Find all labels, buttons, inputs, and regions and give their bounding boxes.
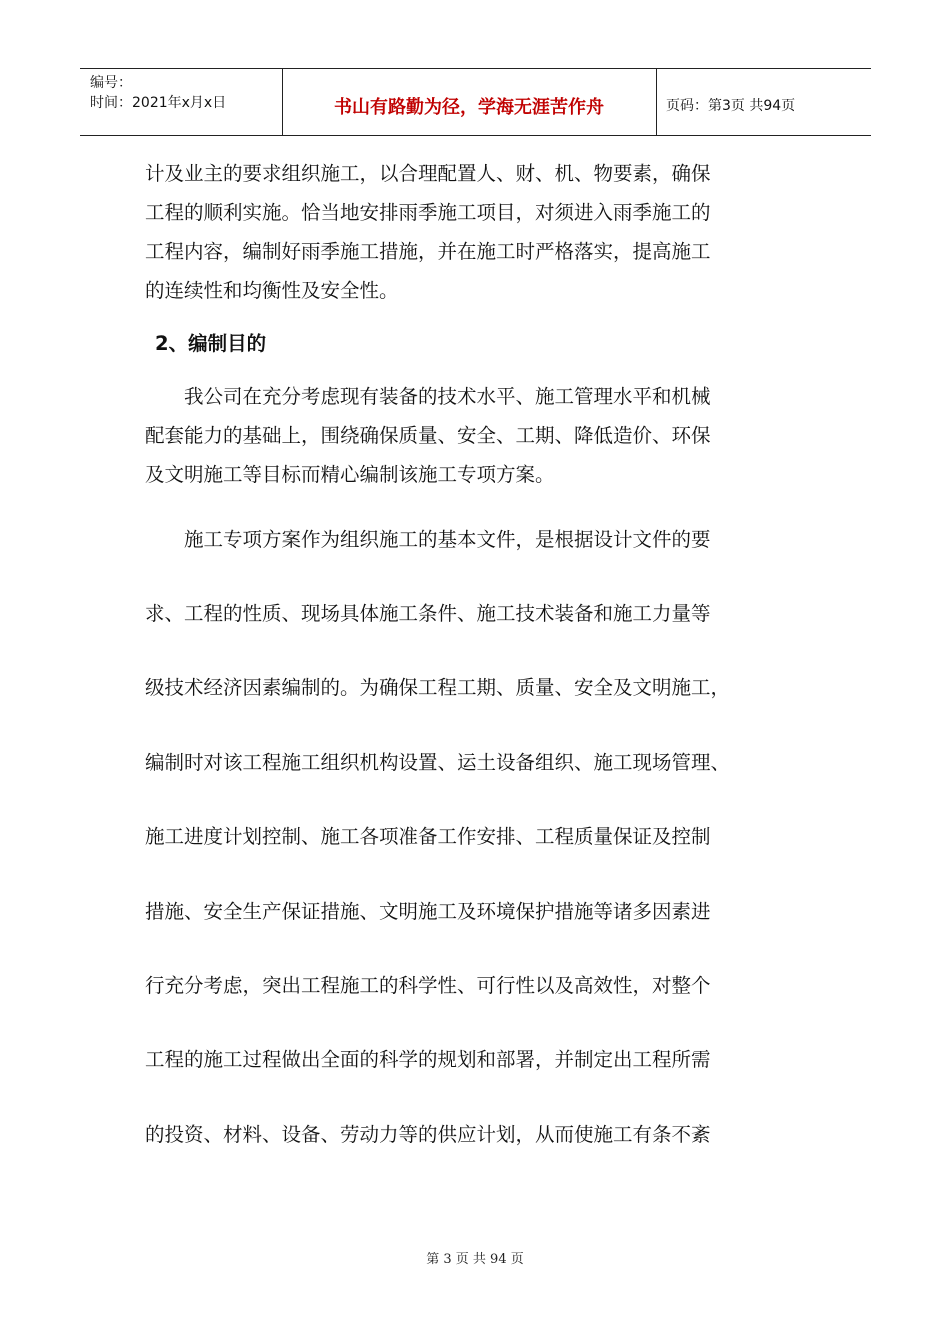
header-time-label: 时间：2021年x月x日	[90, 95, 227, 111]
body-para2-line: 配套能力的基础上，围绕确保质量、安全、工期、降低造价、环保	[145, 424, 711, 447]
body-para3-line: 行充分考虑，突出工程施工的科学性、可行性以及高效性，对整个	[145, 974, 711, 997]
body-para1-line: 的连续性和均衡性及安全性。	[145, 279, 399, 302]
body-para3-line: 级技术经济因素编制的。为确保工程工期、质量、安全及文明施工，	[145, 676, 731, 699]
body-para1-line: 工程内容，编制好雨季施工措施，并在施工时严格落实，提高施工	[145, 240, 711, 263]
page-footer: 第 3 页 共 94 页	[426, 1252, 524, 1267]
header-bottom-rule	[80, 135, 871, 136]
header-divider-right	[656, 68, 657, 135]
header-top-rule	[80, 68, 871, 69]
body-para3-line: 措施、安全生产保证措施、文明施工及环境保护措施等诸多因素进	[145, 900, 711, 923]
body-para3-line: 的投资、材料、设备、劳动力等的供应计划，从而使施工有条不紊	[145, 1123, 711, 1146]
header-page-info: 页码：第3页 共94页	[666, 98, 796, 114]
body-para3-line: 编制时对该工程施工组织机构设置、运土设备组织、施工现场管理、	[145, 751, 731, 774]
body-para1-line: 计及业主的要求组织施工，以合理配置人、财、机、物要素，确保	[145, 162, 711, 185]
body-para2-line: 及文明施工等目标而精心编制该施工专项方案。	[145, 463, 555, 486]
header-motto: 书山有路勤为径，学海无涯苦作舟	[334, 97, 604, 118]
body-para3-line: 工程的施工过程做出全面的科学的规划和部署，并制定出工程所需	[145, 1048, 711, 1071]
body-para1-line: 工程的顺利实施。恰当地安排雨季施工项目，对须进入雨季施工的	[145, 201, 711, 224]
body-para3-line: 施工专项方案作为组织施工的基本文件，是根据设计文件的要	[145, 528, 711, 551]
section-heading: 2、编制目的	[155, 332, 267, 355]
body-para2-line: 我公司在充分考虑现有装备的技术水平、施工管理水平和机械	[145, 385, 711, 408]
body-para3-line: 施工进度计划控制、施工各项准备工作安排、工程质量保证及控制	[145, 825, 711, 848]
body-para3-line: 求、工程的性质、现场具体施工条件、施工技术装备和施工力量等	[145, 602, 711, 625]
header-serial-label: 编号：	[90, 75, 132, 91]
